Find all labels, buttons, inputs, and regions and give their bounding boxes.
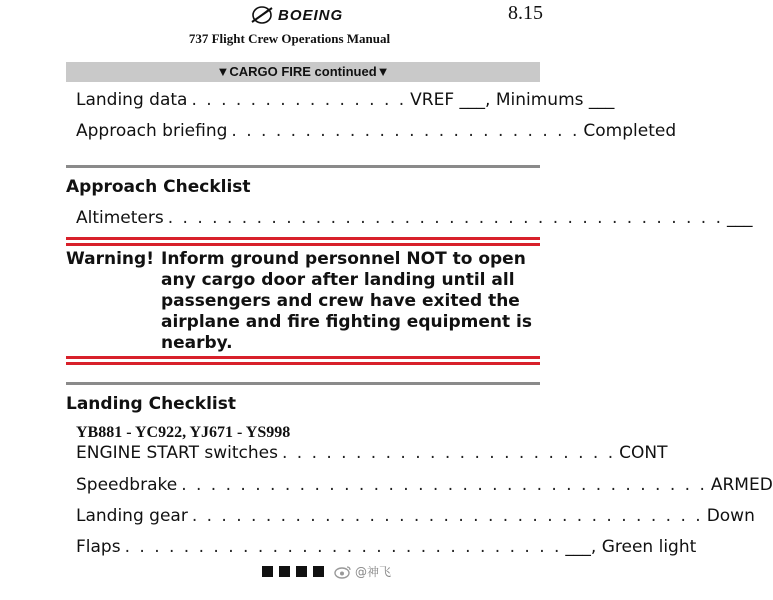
leader-dots: . . . . . . . . . . . . . . . . . . . . . . . . bbox=[231, 121, 580, 141]
checklist-item-approach-briefing bbox=[76, 119, 677, 143]
leader-dots: . . . . . . . . . . . . . . . . . . . . . . . . . . . . . . bbox=[124, 537, 562, 557]
leader-dots: . . . . . . . . . . . . . . . . . . . . . . . . . . . . . . . . . . . . bbox=[181, 475, 707, 495]
checklist-item-flaps bbox=[76, 535, 697, 559]
section-divider bbox=[66, 165, 540, 168]
item-label: Flaps bbox=[76, 537, 121, 557]
item-value: ___ bbox=[727, 208, 753, 228]
leader-dots: . . . . . . . . . . . . . . . . . . . . . . . . . . . . . . . . . . . . . . bbox=[167, 208, 724, 228]
boeing-logo-icon bbox=[250, 4, 276, 26]
warning-rule-top-2 bbox=[66, 243, 540, 246]
brand-name: BOEING bbox=[278, 6, 344, 24]
checklist-item-landing-data bbox=[76, 88, 615, 112]
landing-checklist-title: Landing Checklist bbox=[66, 394, 236, 414]
watermark bbox=[262, 563, 391, 580]
warning-rule-bottom-1 bbox=[66, 356, 540, 359]
checklist-item-landing-gear bbox=[76, 504, 755, 528]
boeing-logo bbox=[250, 4, 343, 26]
end-mark-square bbox=[313, 566, 324, 577]
leader-dots: . . . . . . . . . . . . . . . . . . . . . . . bbox=[281, 443, 616, 463]
end-mark-square bbox=[279, 566, 290, 577]
warning-rule-top-1 bbox=[66, 237, 540, 240]
item-value: Down bbox=[706, 506, 755, 526]
item-label: Landing gear bbox=[76, 506, 188, 526]
page-number: 8.15 bbox=[508, 2, 543, 24]
leader-dots: . . . . . . . . . . . . . . . bbox=[191, 90, 407, 110]
manual-title: 737 Flight Crew Operations Manual bbox=[188, 31, 391, 46]
page-header bbox=[0, 0, 579, 52]
effectivity-note: YB881 - YC922, YJ671 - YS998 bbox=[76, 424, 291, 441]
watermark-text: @神飞 bbox=[355, 565, 392, 579]
warning-rule-bottom-2 bbox=[66, 362, 540, 365]
section-divider bbox=[66, 382, 540, 385]
weibo-logo-icon bbox=[334, 565, 352, 579]
item-value: Completed bbox=[583, 121, 677, 141]
item-value: VREF ___, Minimums ___ bbox=[410, 90, 615, 110]
item-label: Altimeters bbox=[76, 208, 164, 228]
section-continued-banner: ▼CARGO FIRE continued▼ bbox=[66, 62, 540, 82]
item-value: CONT bbox=[619, 443, 668, 463]
checklist-item-engine-start bbox=[76, 441, 668, 465]
approach-checklist-title: Approach Checklist bbox=[66, 177, 251, 197]
leader-dots: . . . . . . . . . . . . . . . . . . . . . . . . . . . . . . . . . . . bbox=[191, 506, 703, 526]
item-label: Speedbrake bbox=[76, 475, 178, 495]
item-value: ARMED bbox=[710, 475, 773, 495]
warning-text: Inform ground personnel NOT to open any cargo door after landing until all passengers and crew have exited the airplane and fire fighting equipment is nearby. bbox=[161, 249, 532, 353]
checklist-item-altimeters bbox=[76, 206, 753, 230]
end-mark-square bbox=[262, 566, 273, 577]
end-mark-square bbox=[296, 566, 307, 577]
item-label: Approach briefing bbox=[76, 121, 228, 141]
item-label: ENGINE START switches bbox=[76, 443, 278, 463]
warning-label: Warning! bbox=[66, 249, 154, 269]
item-label: Landing data bbox=[76, 90, 188, 110]
checklist-item-speedbrake bbox=[76, 473, 773, 497]
item-value: ___, Green light bbox=[565, 537, 697, 557]
